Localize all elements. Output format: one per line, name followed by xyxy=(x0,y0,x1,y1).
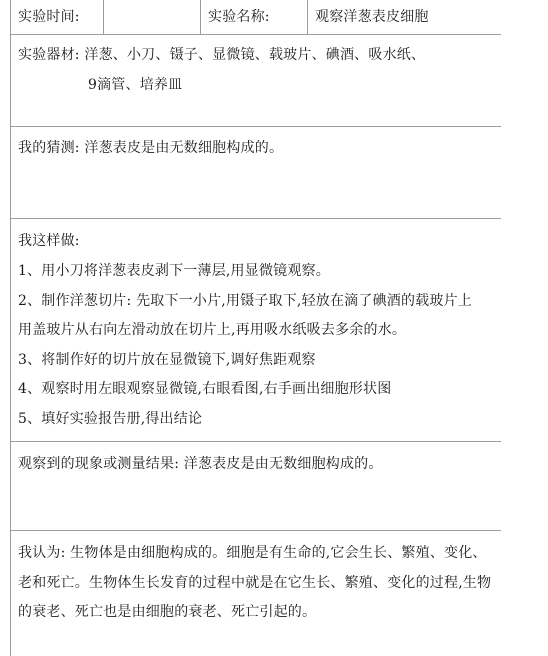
conclusion-line-1: 我认为: 生物体是由细胞构成的。细胞是有生命的,它会生长、繁殖、变化、 xyxy=(18,545,487,561)
row-divider-observation xyxy=(10,530,501,531)
table-left-border xyxy=(10,0,11,656)
procedure-step-3: 3、将制作好的切片放在显微镜下,调好焦距观察 xyxy=(18,352,316,368)
equipment-line-2: 9滴管、培养皿 xyxy=(88,77,183,93)
procedure-step-5: 5、填好实验报告册,得出结论 xyxy=(18,411,203,427)
procedure-step-2-continued: 用盖玻片从右向左滑动放在切片上,再用吸水纸吸去多余的水。 xyxy=(18,322,407,338)
row-divider-header xyxy=(10,34,501,35)
conclusion-line-3: 的衰老、死亡也是由细胞的衰老、死亡引起的。 xyxy=(18,604,317,620)
procedure-step-4: 4、观察时用左眼观察显微镜,右眼看图,右手画出细胞形状图 xyxy=(18,381,392,397)
observation-text: 观察到的现象或测量结果: 洋葱表皮是由无数细胞构成的。 xyxy=(18,456,383,472)
conclusion-line-2: 老和死亡。生物体生长发育的过程中就是在它生长、繁殖、变化的过程,生物 xyxy=(18,575,492,591)
guess-text: 我的猜测: 洋葱表皮是由无数细胞构成的。 xyxy=(18,140,284,156)
procedure-step-2: 2、制作洋葱切片: 先取下一小片,用镊子取下,轻放在滴了碘酒的载玻片上 xyxy=(18,293,472,309)
row-divider-guess xyxy=(10,218,501,219)
header-divider-3 xyxy=(307,0,308,34)
procedure-step-1: 1、用小刀将洋葱表皮剥下一薄层,用显微镜观察。 xyxy=(18,263,330,279)
equipment-line-1: 实验器材: 洋葱、小刀、镊子、显微镜、载玻片、碘酒、吸水纸、 xyxy=(18,47,426,63)
experiment-name-value: 观察洋葱表皮细胞 xyxy=(315,9,429,25)
experiment-name-label: 实验名称: xyxy=(208,9,270,25)
row-divider-procedure xyxy=(10,441,501,442)
header-divider-1 xyxy=(103,0,104,34)
procedure-heading: 我这样做: xyxy=(18,233,80,249)
header-divider-2 xyxy=(200,0,201,34)
row-divider-equipment xyxy=(10,126,501,127)
experiment-time-label: 实验时间: xyxy=(18,9,80,25)
